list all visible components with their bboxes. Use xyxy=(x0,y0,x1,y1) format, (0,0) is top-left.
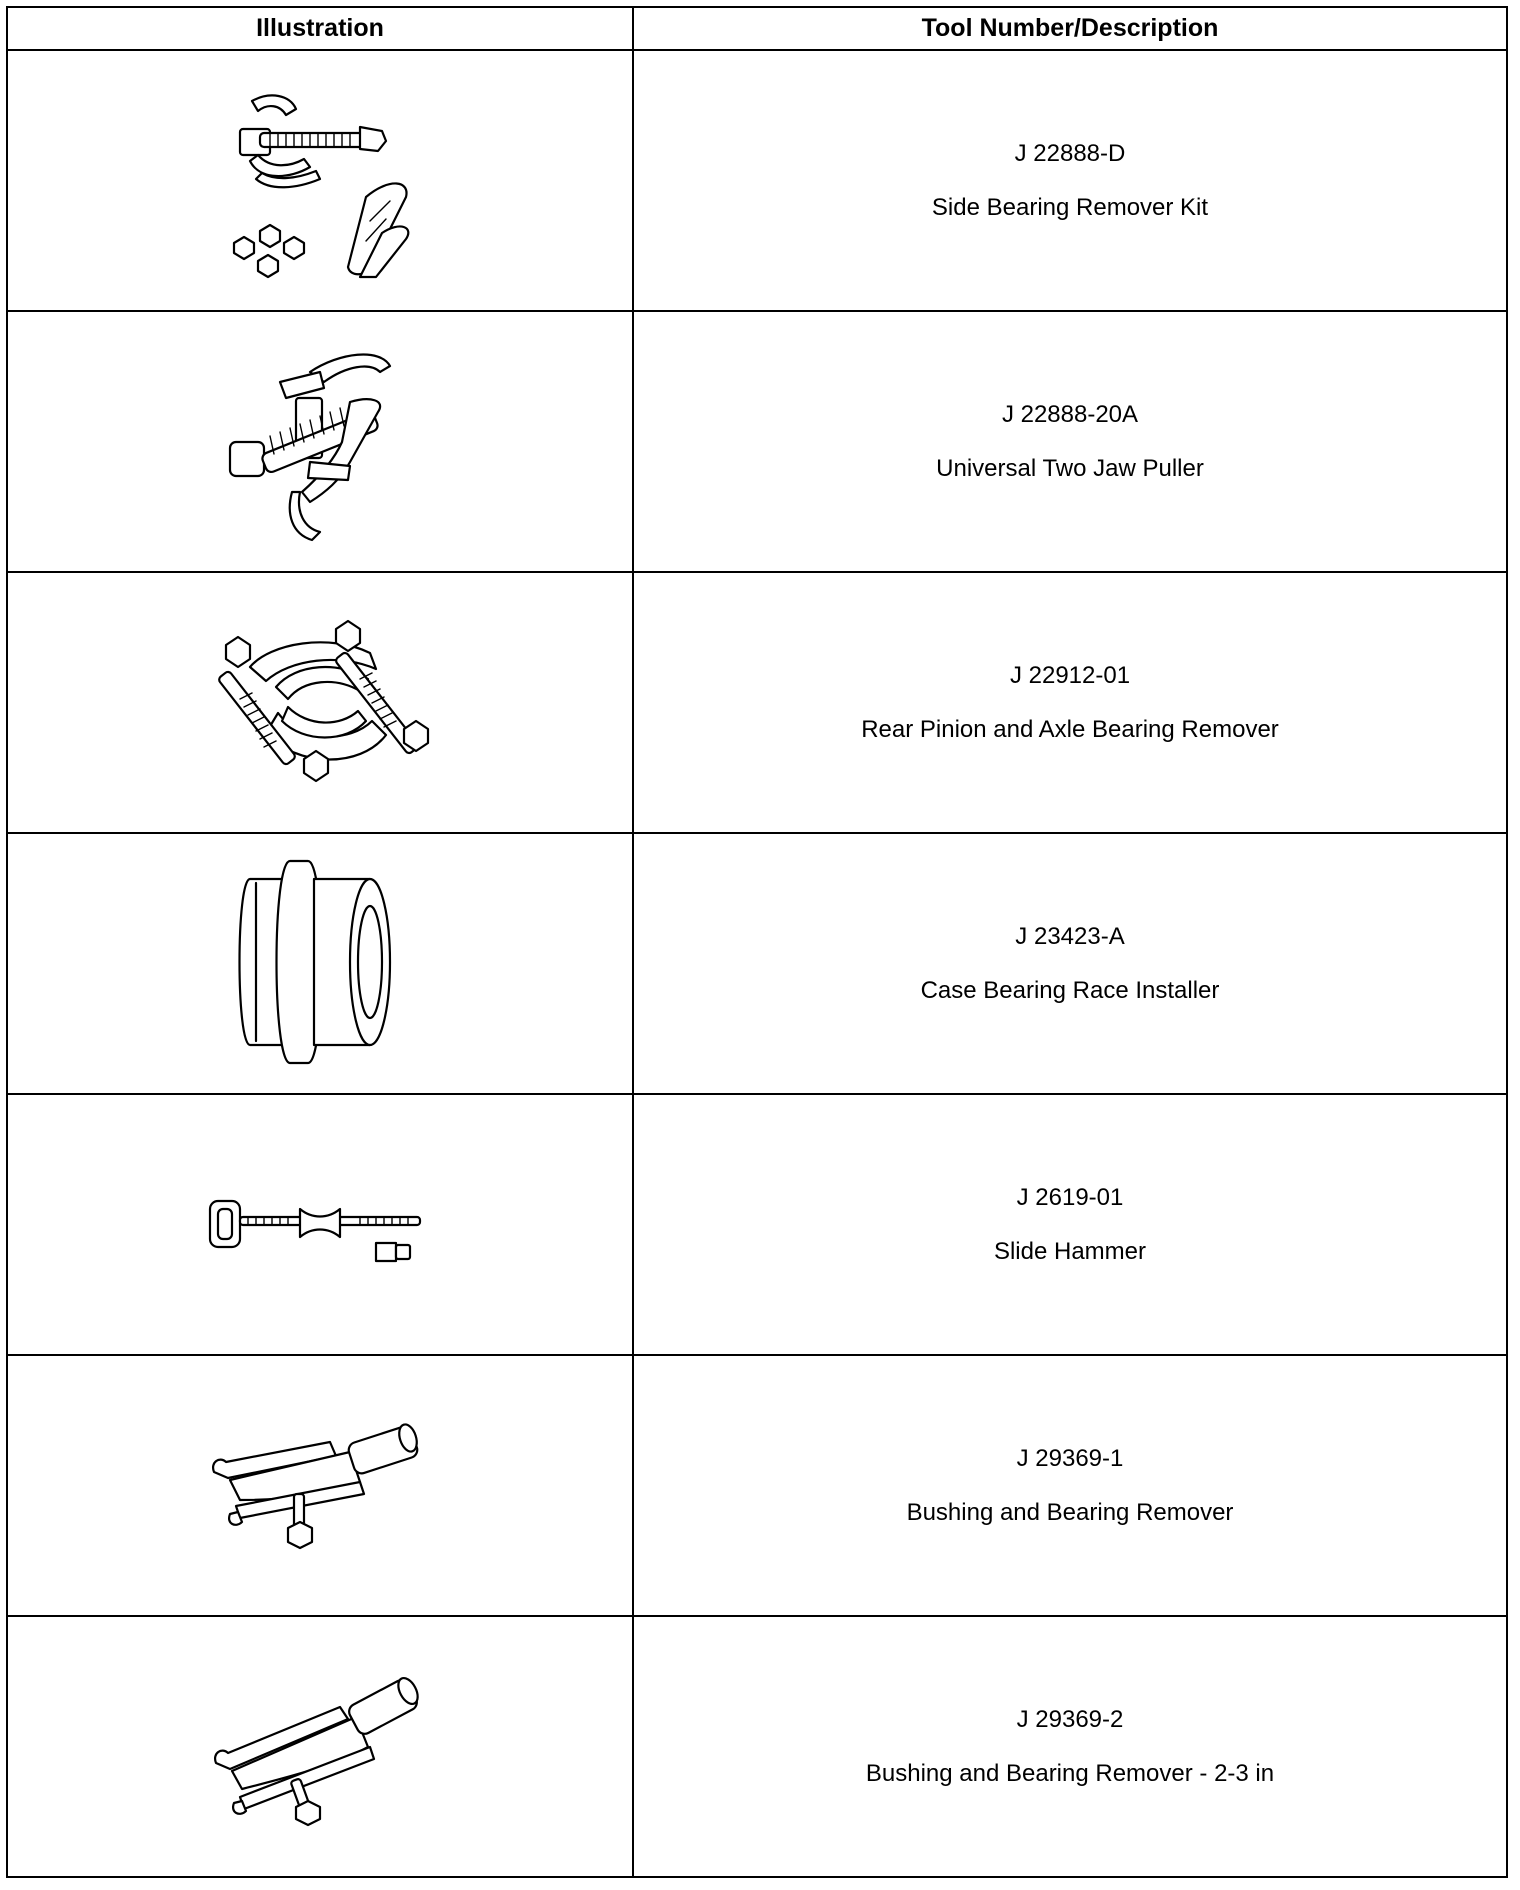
table-row xyxy=(7,833,1507,1094)
tool-info-cell xyxy=(633,1355,1507,1616)
slide-hammer-illustration xyxy=(200,1165,440,1285)
tool-number: J 23423-A xyxy=(1015,922,1125,950)
illustration-cell xyxy=(7,833,633,1094)
illustration-cell xyxy=(7,572,633,833)
table-row xyxy=(7,311,1507,572)
tool-info-cell xyxy=(633,311,1507,572)
side-bearing-remover-kit-illustration xyxy=(200,81,440,281)
illustration-cell xyxy=(7,311,633,572)
header-illustration: Illustration xyxy=(7,7,633,50)
illustration-cell xyxy=(7,50,633,311)
tool-description: Universal Two Jaw Puller xyxy=(936,454,1204,482)
table-header-row xyxy=(7,7,1507,50)
tool-info-cell xyxy=(633,572,1507,833)
bushing-remover-large-illustration xyxy=(200,1667,440,1827)
illustration-cell xyxy=(7,1094,633,1355)
illustration-cell xyxy=(7,1616,633,1877)
tool-number: J 22888-D xyxy=(1014,139,1126,167)
tool-info-cell xyxy=(633,1094,1507,1355)
tool-number: J 29369-2 xyxy=(1016,1705,1124,1733)
tool-number: J 29369-1 xyxy=(1016,1444,1124,1472)
header-tool-number-description: Tool Number/Description xyxy=(633,7,1507,50)
tool-number: J 22888-20A xyxy=(1001,400,1139,428)
tool-description: Bushing and Bearing Remover xyxy=(906,1498,1234,1526)
tool-description: Bushing and Bearing Remover - 2-3 in xyxy=(865,1759,1275,1787)
tool-info-cell xyxy=(633,50,1507,311)
race-installer-illustration xyxy=(200,849,440,1079)
tool-number: J 2619-01 xyxy=(1016,1183,1124,1211)
tool-description: Side Bearing Remover Kit xyxy=(931,193,1209,221)
tool-info-cell xyxy=(633,833,1507,1094)
tool-description: Case Bearing Race Installer xyxy=(920,976,1220,1004)
tool-number: J 22912-01 xyxy=(1009,661,1131,689)
tool-description: Rear Pinion and Axle Bearing Remover xyxy=(861,715,1279,743)
bearing-separator-illustration xyxy=(200,603,440,803)
tool-description: Slide Hammer xyxy=(993,1237,1147,1265)
table-row xyxy=(7,50,1507,311)
illustration-cell xyxy=(7,1355,633,1616)
bushing-remover-illustration xyxy=(200,1416,440,1556)
table-row xyxy=(7,572,1507,833)
special-tools-table xyxy=(6,6,1508,1878)
table-row xyxy=(7,1355,1507,1616)
table-row xyxy=(7,1616,1507,1877)
tool-info-cell xyxy=(633,1616,1507,1877)
table-row xyxy=(7,1094,1507,1355)
two-jaw-puller-illustration xyxy=(200,342,440,542)
